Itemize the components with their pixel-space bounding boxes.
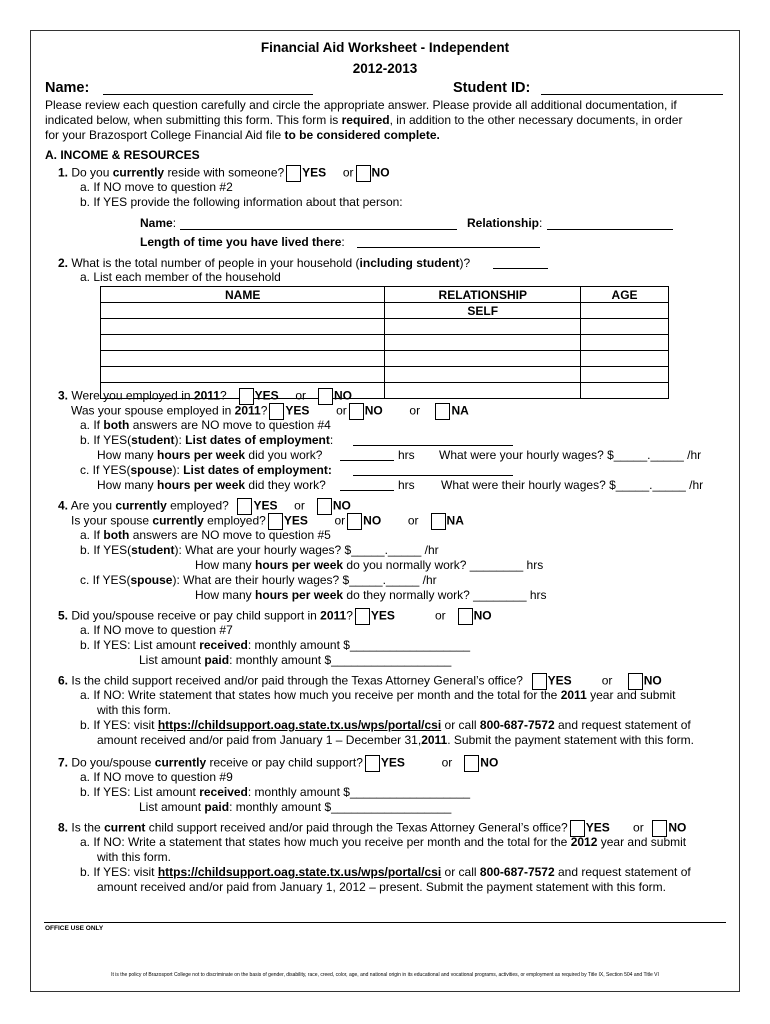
q3-spouse-hours-field[interactable]	[340, 490, 394, 491]
table-header-row	[101, 287, 669, 303]
table-row	[101, 335, 669, 351]
q7-no-checkbox[interactable]	[464, 755, 479, 772]
form-year: 2012-2013	[352, 61, 418, 76]
table-cell[interactable]	[581, 351, 669, 367]
q6-a-line-2: with this form.	[97, 703, 172, 717]
q4-spouse: Is your spouse currently employed? YES or NO or NA	[71, 513, 464, 530]
q3-spouse-na-checkbox[interactable]	[435, 403, 450, 420]
q6-b: b. If YES: visit https://childsupport.oag.state.tx.us/wps/portal/csi or call 800-687-7572 and request statement of	[80, 718, 691, 732]
q2: 2. What is the total number of people in your household (including student)?	[58, 256, 471, 270]
q3-spouse: Was your spouse employed in 2011? YES or NO or NA	[71, 403, 469, 420]
table-cell[interactable]	[385, 351, 581, 367]
table-cell[interactable]	[581, 335, 669, 351]
q3-spouse-no-checkbox[interactable]	[349, 403, 364, 420]
q8: 8. Is the current child support received and/or paid through the Texas Attorney General’s office? YES or NO	[58, 820, 686, 837]
q2-household-count-field[interactable]	[493, 268, 548, 269]
q1-name-field[interactable]	[180, 229, 457, 230]
q3-student-hours-field[interactable]	[340, 460, 394, 461]
q1-yes-checkbox[interactable]	[286, 165, 301, 182]
household-table	[100, 286, 669, 399]
q7: 7. Do you/spouse currently receive or pay child support? YES or NO	[58, 755, 498, 772]
table-cell[interactable]	[101, 351, 385, 367]
intro-line-2: indicated below, when submitting this form. This form is required, in addition to the other necessary documents, in order	[45, 113, 683, 127]
q3-spouse-hrs: hrs	[398, 478, 415, 492]
q3: 3. Were you employed in 2011? YES or NO	[58, 388, 352, 405]
q6-b-line-2: amount received and/or paid from January 1 – December 31,2011. Submit the payment statement with this form.	[97, 733, 695, 747]
table-row	[101, 367, 669, 383]
q8-childsupport-link[interactable]: https://childsupport.oag.state.tx.us/wps/portal/csi	[157, 865, 442, 879]
q3-spouse-hours: How many hours per week did they work?	[97, 478, 326, 492]
table-cell[interactable]	[101, 303, 385, 319]
q3-student-hours: How many hours per week did you work?	[97, 448, 323, 462]
q3-spouse-dates-field[interactable]	[353, 475, 513, 476]
q4-spouse-no-checkbox[interactable]	[347, 513, 362, 530]
name-field[interactable]	[103, 94, 313, 95]
q3-c: c. If YES(spouse): List dates of employment:	[80, 463, 332, 477]
table-row	[101, 319, 669, 335]
q4-b: b. If YES(student): What are your hourly wages? $_____._____ /hr	[80, 543, 439, 557]
q8-a: a. If NO: Write a statement that states how much you receive per month and the total for the 2012 year and submit	[80, 835, 687, 849]
q4-spouse-na-checkbox[interactable]	[431, 513, 446, 530]
q8-a-line-2: with this form.	[97, 850, 172, 864]
q2-a: a. List each member of the household	[80, 270, 281, 284]
table-cell[interactable]	[101, 335, 385, 351]
table-cell[interactable]	[581, 367, 669, 383]
q6: 6. Is the child support received and/or paid through the Texas Attorney General’s office? YES or NO	[58, 673, 662, 690]
q1-b: b. If YES provide the following information about that person:	[80, 195, 403, 209]
col-name-header: NAME	[101, 287, 385, 303]
col-age-header: AGE	[581, 287, 669, 303]
q7-yes-checkbox[interactable]	[365, 755, 380, 772]
q3-spouse-wage: What were their hourly wages? $_____._____ /hr	[441, 478, 704, 492]
q4-c: c. If YES(spouse): What are their hourly wages? $_____._____ /hr	[80, 573, 437, 587]
q1-name-label: Name:	[140, 216, 177, 230]
table-cell[interactable]	[581, 303, 669, 319]
table-cell[interactable]	[385, 367, 581, 383]
q5-no-checkbox[interactable]	[458, 608, 473, 625]
table-row	[101, 303, 669, 319]
q5-yes-checkbox[interactable]	[355, 608, 370, 625]
form-title: Financial Aid Worksheet - Independent	[260, 40, 510, 55]
table-cell[interactable]	[385, 319, 581, 335]
q4-student-hours: How many hours per week do you normally work? ________ hrs	[195, 558, 544, 572]
table-cell[interactable]	[581, 319, 669, 335]
q3-b: b. If YES(student): List dates of employment:	[80, 433, 334, 447]
table-cell[interactable]	[101, 319, 385, 335]
q1-length-field[interactable]	[357, 247, 540, 248]
office-use-label: OFFICE USE ONLY	[45, 925, 104, 932]
col-relationship-header: RELATIONSHIP	[385, 287, 581, 303]
table-cell[interactable]	[385, 335, 581, 351]
q5-a: a. If NO move to question #7	[80, 623, 233, 637]
student-id-label: Student ID:	[453, 80, 531, 96]
nondiscrimination-footer: It is the policy of Brazosport College not to discriminate on the basis of gender, disability, race, creed, color, age, and national origin in its educational and vocational programs, activities, or employment as required by Title IX, Section 504 and Title VI	[111, 972, 659, 978]
table-cell[interactable]	[581, 383, 669, 399]
q1-a: a. If NO move to question #2	[80, 180, 233, 194]
table-row	[101, 351, 669, 367]
q1-relationship-field[interactable]	[547, 229, 673, 230]
q3-student-hrs: hrs	[398, 448, 415, 462]
student-id-field[interactable]	[541, 94, 723, 95]
q4: 4. Are you currently employed? YES or NO	[58, 498, 351, 515]
q7-b: b. If YES: List amount received: monthly amount $__________________	[80, 785, 471, 799]
q3-student-dates-field[interactable]	[353, 445, 513, 446]
table-cell[interactable]	[385, 383, 581, 399]
q6-childsupport-link[interactable]: https://childsupport.oag.state.tx.us/wps/portal/csi	[157, 718, 442, 732]
q1-length-label: Length of time you have lived there:	[140, 235, 345, 249]
q8-b-line-2: amount received and/or paid from January 1, 2012 – present. Submit the payment statement with this form.	[97, 880, 666, 894]
intro-line-1: Please review each question carefully and circle the appropriate answer. Please provide all additional documentation, if	[45, 98, 677, 112]
q7-a: a. If NO move to question #9	[80, 770, 233, 784]
q1-relationship-label: Relationship:	[467, 216, 543, 230]
section-a-heading: A. INCOME & RESOURCES	[45, 148, 200, 162]
table-cell-self: SELF	[385, 303, 581, 319]
table-cell[interactable]	[101, 367, 385, 383]
q5-c: List amount paid: monthly amount $__________________	[139, 653, 452, 667]
q7-c: List amount paid: monthly amount $__________________	[139, 800, 452, 814]
q6-a: a. If NO: Write statement that states how much you receive per month and the total for the 2011 year and submit	[80, 688, 676, 702]
office-divider	[44, 922, 726, 923]
q1: 1. Do you currently reside with someone? YES or NO	[58, 165, 390, 182]
q3-student-wage: What were your hourly wages? $_____._____ /hr	[439, 448, 702, 462]
q1-no-checkbox[interactable]	[356, 165, 371, 182]
q4-a: a. If both answers are NO move to question #5	[80, 528, 331, 542]
name-label: Name:	[45, 80, 90, 96]
q5-b: b. If YES: List amount received: monthly amount $__________________	[80, 638, 471, 652]
intro-line-3: for your Brazosport College Financial Aid file to be considered complete.	[45, 128, 440, 142]
q5: 5. Did you/spouse receive or pay child support in 2011? YES or NO	[58, 608, 492, 625]
q4-spouse-hours: How many hours per week do they normally work? ________ hrs	[195, 588, 547, 602]
q3-a: a. If both answers are NO move to question #4	[80, 418, 331, 432]
q8-b: b. If YES: visit https://childsupport.oag.state.tx.us/wps/portal/csi or call 800-687-7572 and request statement of	[80, 865, 691, 879]
